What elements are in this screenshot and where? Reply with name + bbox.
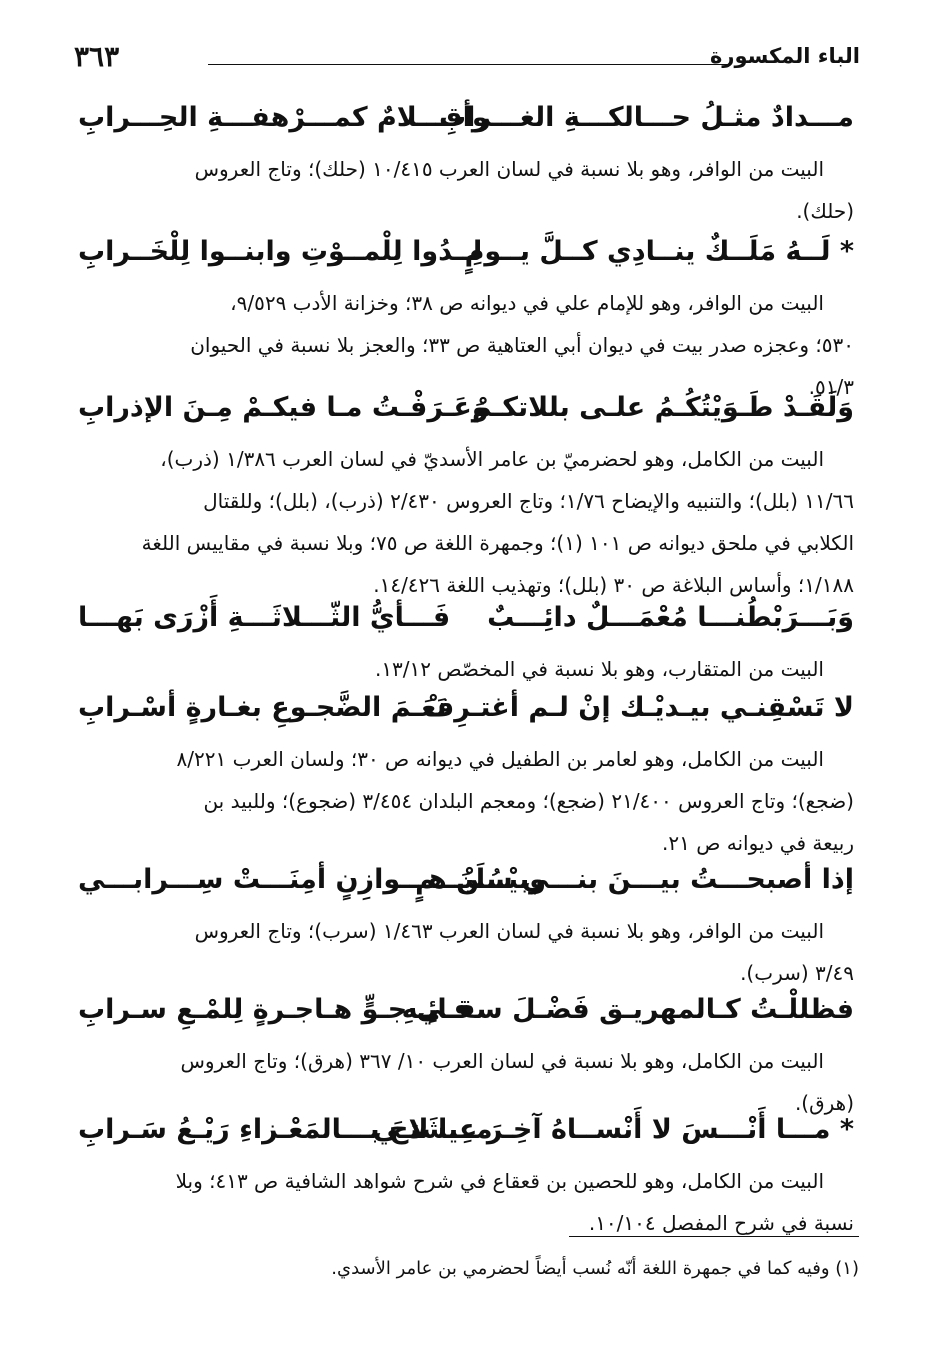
page-number: ٣٦٣ (74, 40, 120, 73)
verse-first-hemistich: وَبَـــرَبْطُنـــا مُعْمَـــلٌ دائِـــبٌ (487, 602, 854, 633)
verse-second-hemistich: فَـــأيُّ الثّـــلاثَـــةِ أَزْرَى بَهـــا (78, 602, 451, 633)
commentary-line: البيت من المتقارب، وهو بلا نسبة في المخصّص ١٣/١٢. (374, 657, 824, 681)
verse-entry (78, 988, 854, 1124)
commentary-line: الكلابي في ملحق ديوانه ص ١٠١ (١)؛ وجمهرة اللغة ص ٧٥؛ وبلا نسبة في مقاييس اللغة (141, 531, 854, 555)
verse-line (78, 596, 854, 648)
verse-line (78, 386, 854, 438)
verse-second-hemistich: وبيْـــنَ هـــوازِنٍ أمِنَـــتْ سِـــرابـــي (78, 864, 546, 895)
commentary-line: ٥١/٣. (808, 375, 854, 399)
commentary-line: ربيعة في ديوانه ص ٢١. (662, 831, 854, 855)
verse-second-hemistich: مـــا لاحَ بـــالمَعْـزاءِ رَيْـعُ سَـرابِ (78, 1114, 493, 1145)
commentary-line: ٥٣٠؛ وعجزه صدر بيت في ديوان أبي العتاهية ص ٣٣؛ والعجز بلا نسبة في الحيوان (190, 333, 854, 357)
verse-line (78, 858, 854, 910)
verse-entry (78, 686, 854, 864)
commentary-line: البيت من الوافر، وهو للإمام علي في ديوانه ص ٣٨؛ وخزانة الأدب ٩/٥٢٩، (230, 291, 824, 315)
commentary-line: (حلك). (796, 199, 854, 223)
verse-first-hemistich: لا تَسْقِنـي بيـديْـك إنْ لـم أغتـرِفْ (422, 692, 854, 723)
verse-line (78, 1108, 854, 1160)
verse-entry (78, 858, 854, 994)
verse-second-hemistich: وَعَـرَفْـتُ مـا فيكـمْ مِـنَ الإذرابِ (78, 392, 489, 423)
verse-second-hemistich: نَعَـمَ الضَّجـوعِ بغـارةٍ أسْـرابِ (78, 692, 447, 723)
verse-first-hemistich: وَلَقَـدْ طَـوَيْتُكُـمُ علـى بللاتكـمْ (471, 392, 854, 423)
verse-commentary (78, 910, 854, 994)
verse-entry (78, 230, 854, 408)
verse-commentary (78, 1160, 854, 1244)
verse-line (78, 988, 854, 1040)
commentary-line: ١/١٨٨؛ وأساس البلاغة ص ٣٠ (بلل)؛ وتهذيب اللغة ١٤/٤٢٦. (373, 573, 854, 597)
verse-first-hemistich: * لَــهُ مَلَــكٌ ينــادِي كــلَّ يــومٍ (464, 236, 854, 267)
footnote: (١) وفيه كما في جمهرة اللغة أنّه نُسب أيضاً لحضرمي بن عامر الأسدي. (331, 1258, 859, 1279)
page-header (72, 34, 860, 78)
commentary-line: ٣/٤٩ (سرب). (740, 961, 854, 985)
header-rule (208, 64, 728, 65)
verse-entry (78, 596, 854, 690)
commentary-line: ١١/٦٦ (بلل)؛ والتنبيه والإيضاح ١/٧٦؛ وتاج العروس ٢/٤٣٠ (ذرب)، (بلل)؛ وللقتال (203, 489, 854, 513)
verse-line (78, 96, 854, 148)
verse-first-hemistich: * مـــا أَنْـــسَ لا أَنْســاهُ آخِـرَ عِيشَتـي (372, 1114, 854, 1145)
running-title: الباء المكسورة (710, 44, 860, 68)
verse-second-hemistich: لِــدُوا لِلْمــوْتِ وابنــوا لِلْخَــرابِ (78, 236, 483, 267)
verse-first-hemistich: إذا أصبحـــتُ بيـــنَ بنـــي سُلَيْـــمٍ (415, 864, 854, 895)
verse-first-hemistich: مـــدادٌ مثـلُ حـــالكـــةِ الغـــرابِ (438, 102, 854, 133)
verse-commentary (78, 438, 854, 606)
verse-entry (78, 1108, 854, 1244)
verse-line (78, 686, 854, 738)
verse-commentary (78, 648, 854, 690)
commentary-line: البيت من الوافر، وهو بلا نسبة في لسان العرب ١٠/٤١٥ (حلك)؛ وتاج العروس (194, 157, 824, 181)
verse-commentary (78, 148, 854, 232)
commentary-line: (هرق). (794, 1091, 854, 1115)
verse-second-hemistich: فـي جـوٍّ هـاجـرةٍ لِلمْـعِ سـرابِ (78, 994, 471, 1025)
verse-second-hemistich: وأقـــلامٌ كمـــرْهفـــةِ الحِـــرابِ (78, 102, 489, 133)
verse-entry (78, 386, 854, 606)
commentary-line: البيت من الكامل، وهو لحضرميّ بن عامر الأسديّ في لسان العرب ١/٣٨٦ (ذرب)، (160, 447, 824, 471)
commentary-line: نسبة في شرح المفصل ١٠/١٠٤. (588, 1211, 854, 1235)
commentary-line: البيت من الكامل، وهو للحصين بن قعقاع في شرح شواهد الشافية ص ٤١٣؛ وبلا (175, 1169, 824, 1193)
verse-commentary (78, 738, 854, 864)
verse-first-hemistich: فظللْـتُ كـالمهريـق فَضْـلَ سقـائِـهِ (401, 994, 854, 1025)
footnote-rule (569, 1236, 859, 1237)
commentary-line: البيت من الوافر، وهو بلا نسبة في لسان العرب ١/٤٦٣ (سرب)؛ وتاج العروس (194, 919, 824, 943)
verse-entry (78, 96, 854, 232)
commentary-line: البيت من الكامل، وهو بلا نسبة في لسان العرب ١٠/ ٣٦٧ (هرق)؛ وتاج العروس (180, 1049, 824, 1073)
verse-line (78, 230, 854, 282)
commentary-line: البيت من الكامل، وهو لعامر بن الطفيل في ديوانه ص ٣٠؛ ولسان العرب ٨/٢٢١ (176, 747, 824, 771)
commentary-line: (ضجع)؛ وتاج العروس ٢١/٤٠٠ (ضجع)؛ ومعجم البلدان ٣/٤٥٤ (ضجوع)؛ وللبيد بن (203, 789, 854, 813)
